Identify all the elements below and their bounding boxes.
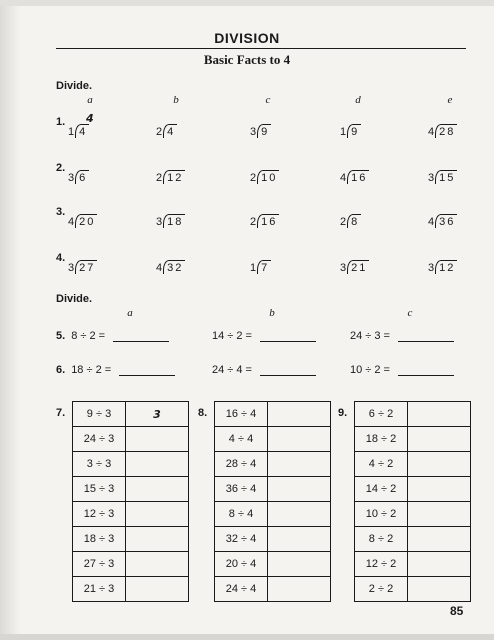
- table-answer-cell[interactable]: [126, 552, 188, 576]
- table-question-cell: 36 ÷ 4: [215, 477, 268, 501]
- dividend: 15: [435, 170, 457, 184]
- dividend: 16: [257, 214, 279, 228]
- dividend: 9: [347, 124, 361, 138]
- dividend: 27: [75, 260, 97, 274]
- division-expression: 18 ÷ 2 =: [71, 364, 112, 376]
- division-fact-table: [72, 401, 189, 602]
- dividend: 4: [75, 124, 89, 138]
- divisor: 2: [250, 216, 257, 228]
- answer-blank[interactable]: [119, 374, 175, 376]
- problem-row-number: 2.: [56, 162, 66, 174]
- dividend: 18: [163, 214, 185, 228]
- table-row: [73, 502, 188, 527]
- dividend: 28: [435, 124, 457, 138]
- long-division-problem[interactable]: [156, 260, 185, 274]
- table-answer-cell[interactable]: [408, 427, 470, 451]
- table-question-cell: 8 ÷ 2: [355, 527, 408, 551]
- page-bottom-edge: [0, 634, 494, 640]
- dividend: 32: [163, 260, 185, 274]
- section2-column-a: a: [127, 307, 133, 319]
- table-row: [215, 477, 330, 502]
- table-question-cell: 12 ÷ 2: [355, 552, 408, 576]
- table-answer-cell[interactable]: [126, 502, 188, 526]
- page-top-edge: [0, 0, 494, 6]
- table-row: [355, 402, 470, 427]
- table-answer-cell[interactable]: [408, 577, 470, 601]
- dividend: 6: [75, 170, 89, 184]
- dividend: 12: [163, 170, 185, 184]
- table-row: [215, 552, 330, 577]
- table-row: [73, 577, 188, 601]
- table-answer-cell[interactable]: [268, 527, 330, 551]
- horizontal-division-problem: [212, 364, 316, 376]
- table-question-cell: 4 ÷ 2: [355, 452, 408, 476]
- problem-row-number: 3.: [56, 206, 66, 218]
- divisor: 3: [340, 262, 347, 274]
- table-row: [355, 477, 470, 502]
- table-row: [215, 402, 330, 427]
- table-question-cell: 8 ÷ 4: [215, 502, 268, 526]
- divisor: 3: [428, 172, 435, 184]
- page-title: DIVISION: [214, 30, 280, 46]
- dividend: 20: [75, 214, 97, 228]
- table-row: [73, 552, 188, 577]
- long-division-problem[interactable]: [156, 214, 185, 228]
- table-number: 9.: [338, 407, 348, 419]
- table-question-cell: 2 ÷ 2: [355, 577, 408, 601]
- table-question-cell: 12 ÷ 3: [73, 502, 126, 526]
- table-row: [215, 502, 330, 527]
- table-answer-cell[interactable]: [268, 502, 330, 526]
- table-answer-cell[interactable]: [126, 427, 188, 451]
- long-division-problem[interactable]: [250, 260, 271, 274]
- answer-blank[interactable]: [398, 340, 454, 342]
- table-answer-cell[interactable]: [408, 402, 470, 426]
- problem-row-number: 5.: [56, 330, 66, 342]
- division-fact-table: [354, 401, 471, 602]
- section1-column-a: a: [87, 94, 93, 106]
- page-subtitle: Basic Facts to 4: [203, 52, 291, 67]
- dividend: 12: [435, 260, 457, 274]
- long-division-problem[interactable]: [68, 214, 97, 228]
- table-answer-cell[interactable]: [268, 477, 330, 501]
- table-question-cell: 15 ÷ 3: [73, 477, 126, 501]
- section1-column-b: b: [173, 94, 179, 106]
- table-row: [215, 577, 330, 601]
- section1-column-e: e: [447, 94, 453, 106]
- section1-column-d: d: [355, 94, 361, 106]
- table-answer-cell[interactable]: [268, 427, 330, 451]
- table-answer-cell[interactable]: [408, 452, 470, 476]
- page-number: 85: [450, 604, 464, 618]
- divisor: 4: [156, 262, 163, 274]
- divisor: 2: [156, 126, 163, 138]
- dividend: 10: [257, 170, 279, 184]
- division-expression: 10 ÷ 2 =: [350, 364, 390, 376]
- table-number: 8.: [198, 407, 208, 419]
- section2-column-c: c: [407, 307, 413, 319]
- table-row: [215, 452, 330, 477]
- table-answer-cell[interactable]: [408, 477, 470, 501]
- table-question-cell: 21 ÷ 3: [73, 577, 126, 601]
- horizontal-division-problem: [212, 330, 316, 342]
- table-answer-cell[interactable]: [126, 527, 188, 551]
- table-answer-cell[interactable]: [268, 552, 330, 576]
- long-division-problem[interactable]: [340, 124, 361, 138]
- problem-row-number: 1.: [56, 116, 66, 128]
- table-row: [73, 452, 188, 477]
- long-division-problem[interactable]: [250, 124, 271, 138]
- dividend: 16: [347, 170, 369, 184]
- answer-blank[interactable]: [113, 340, 169, 342]
- dividend: 7: [257, 260, 271, 274]
- divisor: 3: [68, 172, 75, 184]
- table-question-cell: 14 ÷ 2: [355, 477, 408, 501]
- table-row: [355, 577, 470, 601]
- table-row: [355, 502, 470, 527]
- dividend: 4: [163, 124, 177, 138]
- answer-blank[interactable]: [260, 374, 316, 376]
- division-expression: 24 ÷ 4 =: [212, 364, 252, 376]
- table-question-cell: 18 ÷ 3: [73, 527, 126, 551]
- answer-blank[interactable]: [398, 374, 454, 376]
- divisor: 4: [340, 172, 347, 184]
- table-answer-cell[interactable]: [268, 402, 330, 426]
- problem-row-number: 4.: [56, 252, 66, 264]
- divisor: 2: [340, 216, 347, 228]
- dividend: 36: [435, 214, 457, 228]
- long-division-problem[interactable]: [250, 170, 279, 184]
- divisor: 3: [156, 216, 163, 228]
- dividend: 8: [347, 214, 361, 228]
- divisor: 3: [68, 262, 75, 274]
- table-question-cell: 24 ÷ 3: [73, 427, 126, 451]
- divisor: 1: [68, 126, 75, 138]
- table-answer-cell[interactable]: [408, 502, 470, 526]
- table-row: [355, 527, 470, 552]
- answer-blank[interactable]: [260, 340, 316, 342]
- division-expression: 8 ÷ 2 =: [71, 330, 106, 342]
- divisor: 3: [250, 126, 257, 138]
- table-question-cell: 20 ÷ 4: [215, 552, 268, 576]
- table-row: [73, 402, 188, 427]
- horizontal-division-problem: [56, 364, 175, 376]
- horizontal-division-problem: [350, 364, 454, 376]
- divisor: 4: [428, 216, 435, 228]
- table-answer-cell[interactable]: [268, 452, 330, 476]
- table-answer-cell[interactable]: 3: [153, 407, 161, 421]
- long-division-problem[interactable]: [68, 170, 89, 184]
- long-division-problem[interactable]: [68, 124, 89, 138]
- divisor: 2: [156, 172, 163, 184]
- long-division-problem[interactable]: [340, 260, 369, 274]
- title-rule: [56, 48, 466, 49]
- table-row: [215, 427, 330, 452]
- table-row: [355, 552, 470, 577]
- table-question-cell: 18 ÷ 2: [355, 427, 408, 451]
- table-row: [73, 477, 188, 502]
- table-question-cell: 4 ÷ 4: [215, 427, 268, 451]
- long-division-problem[interactable]: [250, 214, 279, 228]
- divisor: 2: [250, 172, 257, 184]
- divisor: 4: [428, 126, 435, 138]
- long-division-problem[interactable]: [68, 260, 97, 274]
- page-binding-shadow: [0, 0, 20, 640]
- table-answer-cell[interactable]: [126, 477, 188, 501]
- divisor: 1: [340, 126, 347, 138]
- divisor: 1: [250, 262, 257, 274]
- horizontal-division-problem: [56, 330, 169, 342]
- long-division-problem[interactable]: [428, 170, 457, 184]
- table-answer-cell[interactable]: [126, 452, 188, 476]
- section2-column-b: b: [269, 307, 275, 319]
- dividend: 21: [347, 260, 369, 274]
- long-division-problem[interactable]: [428, 260, 457, 274]
- table-answer-cell[interactable]: [408, 527, 470, 551]
- long-division-problem[interactable]: [156, 170, 185, 184]
- division-expression: 14 ÷ 2 =: [212, 330, 252, 342]
- table-question-cell: 6 ÷ 2: [355, 402, 408, 426]
- table-answer-cell[interactable]: [408, 552, 470, 576]
- dividend: 9: [257, 124, 271, 138]
- long-division-problem[interactable]: [428, 124, 457, 138]
- handwritten-answer: 4: [86, 112, 94, 125]
- table-answer-cell[interactable]: [268, 577, 330, 601]
- table-number: 7.: [56, 407, 66, 419]
- section1-directions: Divide.: [56, 80, 93, 92]
- long-division-problem[interactable]: [428, 214, 457, 228]
- table-question-cell: 3 ÷ 3: [73, 452, 126, 476]
- long-division-problem[interactable]: [156, 124, 177, 138]
- section1-column-c: c: [265, 94, 271, 106]
- divisor: 3: [428, 262, 435, 274]
- table-row: [73, 427, 188, 452]
- table-question-cell: 28 ÷ 4: [215, 452, 268, 476]
- table-row: [215, 527, 330, 552]
- table-question-cell: 10 ÷ 2: [355, 502, 408, 526]
- table-answer-cell[interactable]: [126, 577, 188, 601]
- problem-row-number: 6.: [56, 364, 66, 376]
- table-row: [73, 527, 188, 552]
- division-expression: 24 ÷ 3 =: [350, 330, 390, 342]
- table-question-cell: 32 ÷ 4: [215, 527, 268, 551]
- division-fact-table: [214, 401, 331, 602]
- table-row: [355, 452, 470, 477]
- long-division-problem[interactable]: [340, 214, 361, 228]
- section2-directions: Divide.: [56, 293, 93, 305]
- table-question-cell: 24 ÷ 4: [215, 577, 268, 601]
- table-question-cell: 16 ÷ 4: [215, 402, 268, 426]
- table-question-cell: 27 ÷ 3: [73, 552, 126, 576]
- horizontal-division-problem: [350, 330, 454, 342]
- table-row: [355, 427, 470, 452]
- table-question-cell: 9 ÷ 3: [73, 402, 126, 426]
- divisor: 4: [68, 216, 75, 228]
- long-division-problem[interactable]: [340, 170, 369, 184]
